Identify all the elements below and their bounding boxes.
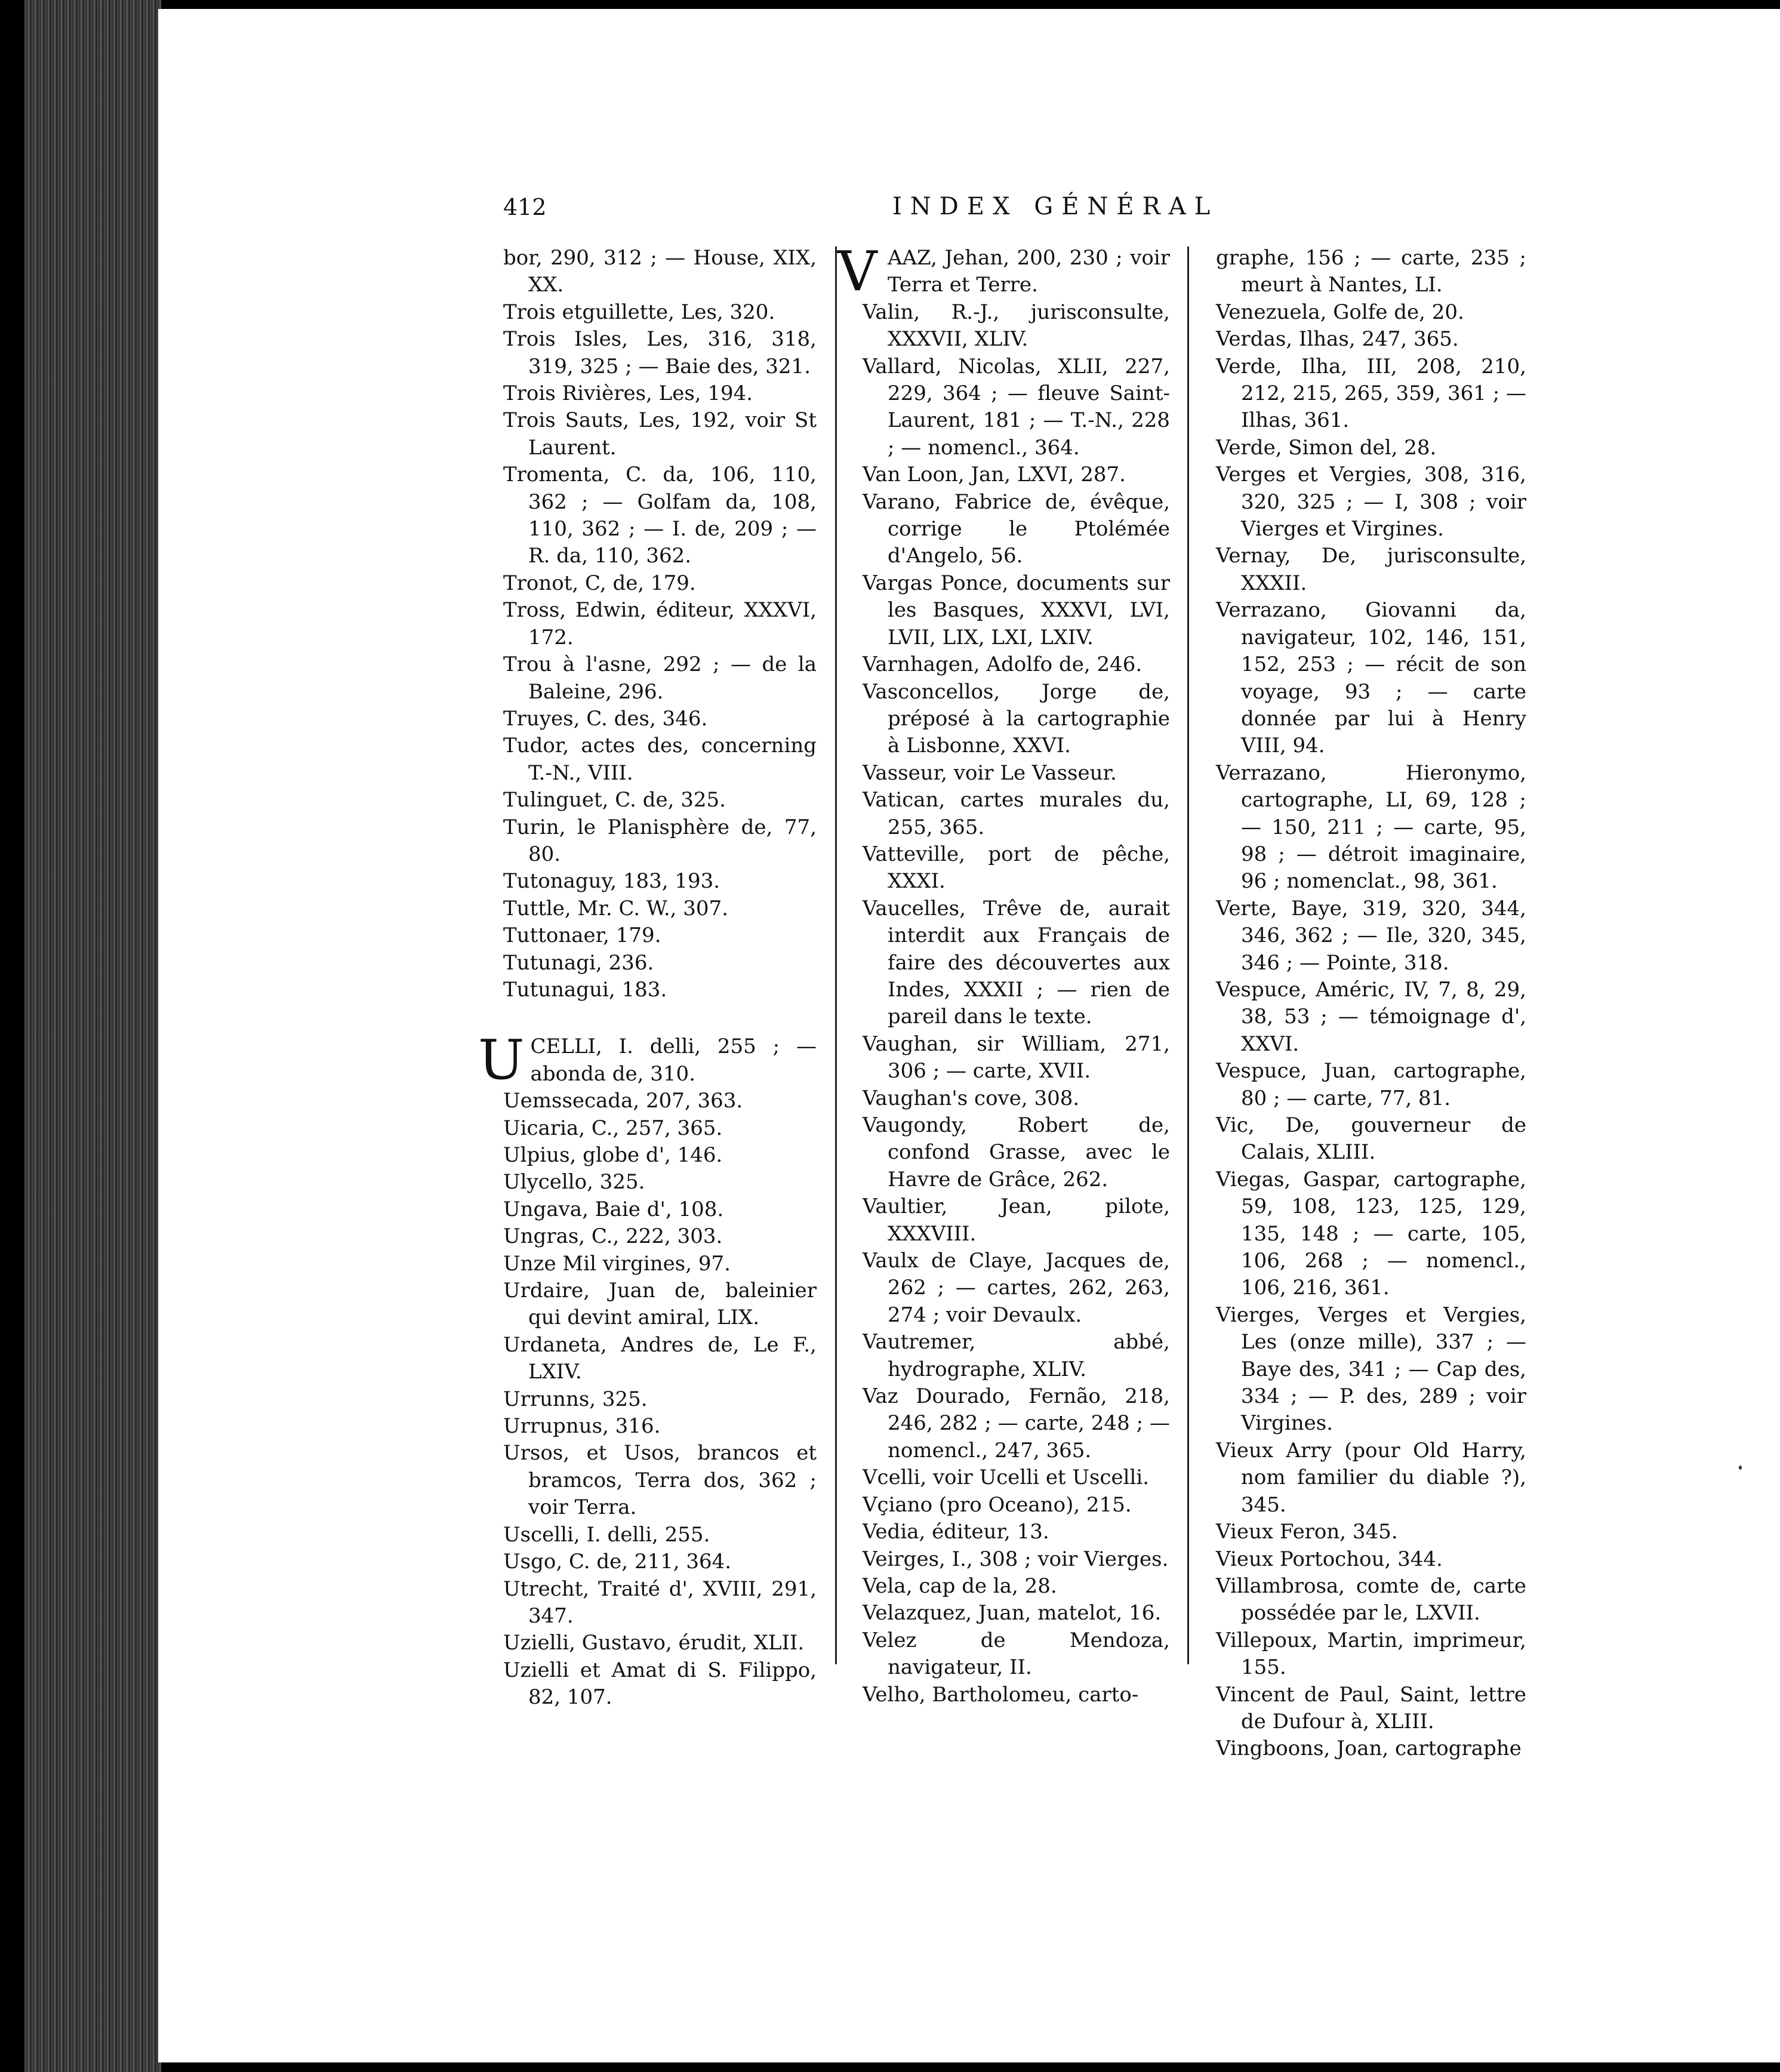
index-column-3 [1216, 245, 1526, 1763]
index-entry: Unze Mil virgines, 97. [503, 1251, 731, 1276]
index-entry: Vaucelles, Trêve de, aurait interdit aux Français de faire des découvertes aux Indes, XXXII ; — rien de pareil dans le texte. [863, 896, 1170, 1029]
index-entry: Vespuce, Juan, cartographe, 80 ; — carte, 77, 81. [1216, 1059, 1526, 1110]
index-entry: Villambrosa, comte de, carte possédée par le, LXVII. [1216, 1574, 1526, 1625]
index-entry: Velho, Bartholomeu, carto- [863, 1682, 1139, 1707]
page-number: 412 [503, 194, 547, 220]
index-entry: Verrazano, Hieronymo, cartographe, LI, 69, 128 ; — 150, 211 ; — carte, 95, 98 ; — détroit imaginaire, 96 ; nomenclat., 98, 361. [1216, 761, 1526, 894]
index-entry: Vaughan, sir William, 271, 306 ; — carte, XVII. [863, 1032, 1170, 1083]
index-entry: Tutonaguy, 183, 193. [503, 869, 720, 894]
index-entry: Uzielli, Gustavo, érudit, XLII. [503, 1631, 805, 1655]
index-entry: Ulpius, globe d', 146. [503, 1143, 723, 1167]
index-column-1 [478, 245, 817, 1711]
index-entry: graphe, 156 ; — carte, 235 ; meurt à Nantes, LI. [1216, 246, 1526, 297]
index-entry: Van Loon, Jan, LXVI, 287. [863, 463, 1126, 487]
index-entry: Tudor, actes des, concerning T.-N., VIII. [503, 734, 817, 785]
index-entry: Vela, cap de la, 28. [863, 1574, 1057, 1598]
index-entry: Verrazano, Giovanni da, navigateur, 102, 146, 151, 152, 253 ; — récit de son voyage, 93 ; — carte donnée par lui à Henry VIII, 94. [1216, 598, 1526, 758]
index-entry: Utrecht, Traité d', XVIII, 291, 347. [503, 1577, 817, 1628]
index-entry: Tulinguet, C. de, 325. [503, 788, 726, 812]
index-entry: Vautremer, abbé, hydrographe, XLIV. [863, 1330, 1170, 1381]
index-entry: Villepoux, Martin, imprimeur, 155. [1216, 1628, 1526, 1680]
index-entry: Verde, Simon del, 28. [1216, 435, 1437, 460]
index-entry: Vaz Dourado, Fernão, 218, 246, 282 ; — carte, 248 ; — nomencl., 247, 365. [863, 1384, 1170, 1463]
index-entry: Vincent de Paul, Saint, lettre de Dufour à, XLIII. [1216, 1682, 1526, 1734]
index-entry: Trois etguillette, Les, 320. [503, 300, 775, 324]
index-page [158, 9, 1780, 2062]
index-entry: Vespuce, Améric, IV, 7, 8, 29, 38, 53 ; — témoignage d', XXVI. [1216, 977, 1526, 1056]
letter-section-start [837, 239, 1170, 303]
index-entry: Vingboons, Joan, cartographe [1216, 1737, 1522, 1761]
index-entry: Vieux Arry (pour Old Harry, nom familier du diable ?), 345. [1216, 1438, 1526, 1517]
index-entry: Tronot, C, de, 179. [503, 571, 696, 595]
index-entry: Vasseur, voir Le Vasseur. [863, 761, 1117, 785]
index-entry: CELLI, I. delli, 255 ; — abonda de, 310. [530, 1035, 817, 1086]
index-entry: Vallard, Nicolas, XLII, 227, 229, 364 ; — fleuve Saint-Laurent, 181 ; — T.-N., 228 ; — nomencl., 364. [863, 354, 1170, 460]
index-entry: Ursos, et Usos, brancos et bramcos, Terra dos, 362 ; voir Terra. [503, 1441, 817, 1520]
index-entry: Trois Isles, Les, 316, 318, 319, 325 ; — Baie des, 321. [503, 327, 817, 378]
index-entry: Urrupnus, 316. [503, 1414, 661, 1439]
index-entry: Ulycello, 325. [503, 1170, 645, 1194]
index-entry: Velez de Mendoza, navigateur, II. [863, 1628, 1170, 1680]
index-entry: Trou à l'asne, 292 ; — de la Baleine, 296. [503, 652, 817, 704]
index-entry: Vcelli, voir Ucelli et Uscelli. [863, 1466, 1150, 1490]
index-entry: Tutunagui, 183. [503, 977, 667, 1002]
page-header [158, 188, 1780, 230]
column-divider-1 [835, 247, 837, 1664]
index-entry: Truyes, C. des, 346. [503, 706, 708, 731]
index-entry: Veirges, I., 308 ; voir Vierges. [863, 1547, 1169, 1571]
index-entry: Vieux Feron, 345. [1216, 1520, 1398, 1544]
running-title: INDEX GÉNÉRAL [892, 193, 1219, 220]
index-entry: Vaultier, Jean, pilote, XXXVIII. [863, 1194, 1170, 1246]
index-entry: Tuttonaer, 179. [503, 923, 661, 948]
index-entry: Uemssecada, 207, 363. [503, 1089, 743, 1113]
index-entry: Uzielli et Amat di S. Filippo, 82, 107. [503, 1658, 817, 1710]
index-entry: bor, 290, 312 ; — House, XIX, XX. [503, 246, 817, 297]
index-entry: Valin, R.-J., jurisconsulte, XXXVII, XLIV. [863, 300, 1170, 352]
index-entry: Trois Sauts, Les, 192, voir St Laurent. [503, 408, 817, 460]
index-entry: Venezuela, Golfe de, 20. [1216, 300, 1464, 324]
index-entry: Tutunagi, 236. [503, 950, 654, 975]
column-divider-2 [1187, 247, 1189, 1664]
index-entry: Urdaneta, Andres de, Le F., LXIV. [503, 1332, 817, 1384]
index-entry: Tromenta, C. da, 106, 110, 362 ; — Golfam da, 108, 110, 362 ; — I. de, 209 ; — R. da, 110, 362. [503, 463, 817, 568]
index-entry: Usgo, C. de, 211, 364. [503, 1550, 732, 1574]
index-entry: Vaulx de Claye, Jacques de, 262 ; — cartes, 262, 263, 274 ; voir Devaulx. [863, 1249, 1170, 1327]
index-entry: Vaughan's cove, 308. [863, 1086, 1080, 1110]
index-entry: Vedia, éditeur, 13. [863, 1520, 1049, 1544]
index-entry: AAZ, Jehan, 200, 230 ; voir Terra et Terre. [888, 246, 1170, 297]
index-entry: Uscelli, I. delli, 255. [503, 1522, 710, 1547]
book-spine [24, 0, 161, 2072]
drop-cap-letter: U [478, 1028, 525, 1092]
index-entry: Uicaria, C., 257, 365. [503, 1116, 723, 1140]
index-entry: Vernay, De, jurisconsulte, XXXII. [1216, 544, 1526, 595]
index-entry: Urdaire, Juan de, baleinier qui devint amiral, LIX. [503, 1279, 817, 1330]
index-entry: Tross, Edwin, éditeur, XXXVI, 172. [503, 598, 817, 649]
index-entry: Vaugondy, Robert de, confond Grasse, avec le Havre de Grâce, 262. [863, 1113, 1170, 1192]
index-entry: Verdas, Ilhas, 247, 365. [1216, 327, 1459, 352]
index-entry: Vatteville, port de pêche, XXXI. [863, 842, 1170, 894]
index-entry: Ungras, C., 222, 303. [503, 1224, 723, 1249]
index-entry: Varnhagen, Adolfo de, 246. [863, 652, 1142, 677]
index-entry: Vasconcellos, Jorge de, préposé à la cartographie à Lisbonne, XXVI. [863, 679, 1170, 758]
index-entry: Vierges, Verges et Vergies, Les (onze mille), 337 ; — Baye des, 341 ; — Cap des, 334 ; — P. des, 289 ; voir Virgines. [1216, 1303, 1526, 1436]
letter-section-start [478, 1028, 817, 1092]
index-entry: Vargas Ponce, documents sur les Basques, XXXVI, LVI, LVII, LIX, LXI, LXIV. [863, 571, 1170, 649]
index-entry: Tuttle, Mr. C. W., 307. [503, 896, 729, 920]
index-column-2 [837, 239, 1170, 1708]
index-entry: Vatican, cartes murales du, 255, 365. [863, 788, 1170, 839]
index-entry: Verde, Ilha, III, 208, 210, 212, 215, 265, 359, 361 ; — Ilhas, 361. [1216, 354, 1527, 433]
index-entry: Vic, De, gouverneur de Calais, XLIII. [1216, 1113, 1526, 1165]
index-entry: Viegas, Gaspar, cartographe, 59, 108, 123, 125, 129, 135, 148 ; — carte, 105, 106, 268 ; — nomencl., 106, 216, 361. [1216, 1167, 1526, 1300]
index-entry: Urrunns, 325. [503, 1387, 648, 1411]
index-entry: Trois Rivières, Les, 194. [503, 381, 753, 406]
index-entry: Varano, Fabrice de, évêque, corrige le Ptolémée d'Angelo, 56. [863, 489, 1170, 568]
page-speck [1739, 1466, 1742, 1470]
index-entry: Turin, le Planisphère de, 77, 80. [503, 815, 817, 866]
index-entry: Vçiano (pro Oceano), 215. [863, 1492, 1132, 1517]
letter-gap [503, 1003, 817, 1033]
index-entry: Velazquez, Juan, matelot, 16. [863, 1601, 1162, 1625]
index-entry: Verges et Vergies, 308, 316, 320, 325 ; — I, 308 ; voir Vierges et Virgines. [1216, 463, 1526, 541]
drop-cap-letter: V [837, 239, 877, 303]
index-entry: Verte, Baye, 319, 320, 344, 346, 362 ; — Ile, 320, 345, 346 ; — Pointe, 318. [1216, 896, 1526, 975]
index-entry: Ungava, Baie d', 108. [503, 1197, 724, 1221]
index-entry: Vieux Portochou, 344. [1216, 1547, 1443, 1571]
